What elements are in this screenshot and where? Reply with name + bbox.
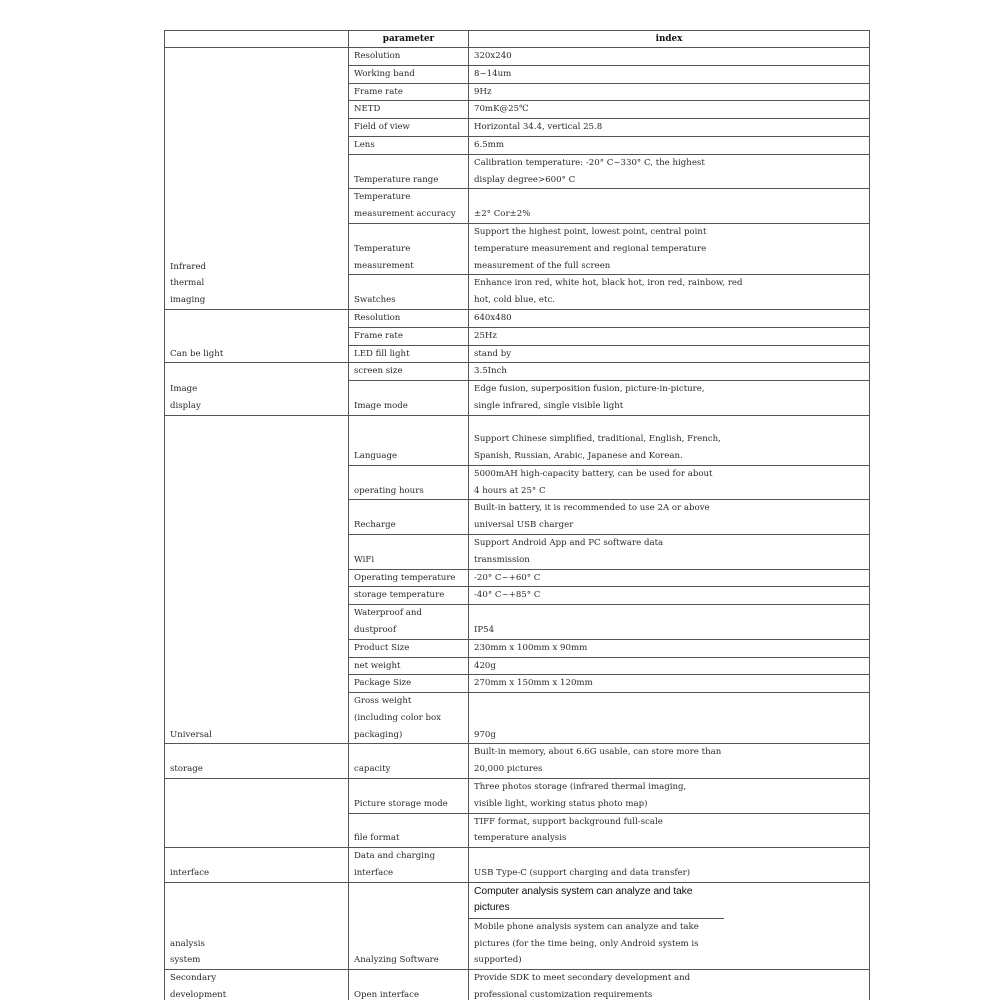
- value-cell: IP54: [469, 605, 870, 640]
- analysis-mobile-text: Mobile phone analysis system can analyze and take pictures (for the time being, only Android system is supported): [474, 921, 699, 966]
- header-parameter: parameter: [349, 31, 469, 48]
- value-cell: 70mK@25℃: [469, 101, 870, 119]
- value-cell: 640x480: [469, 309, 870, 327]
- value-cell: 270mm x 150mm x 120mm: [469, 675, 870, 693]
- value-cell: Three photos storage (infrared thermal imaging, visible light, working status photo map): [469, 779, 870, 814]
- param-cell: storage temperature: [349, 587, 469, 605]
- param-cell: Analyzing Software: [349, 882, 469, 969]
- param-cell: Resolution: [349, 309, 469, 327]
- param-cell: NETD: [349, 101, 469, 119]
- param-cell: Lens: [349, 136, 469, 154]
- param-cell: Language: [349, 415, 469, 465]
- value-cell: stand by: [469, 345, 870, 363]
- param-cell: capacity: [349, 744, 469, 779]
- param-cell: Temperature range: [349, 154, 469, 189]
- table-row: [165, 970, 870, 1000]
- value-cell: 6.5mm: [469, 136, 870, 154]
- table-row: [165, 415, 870, 465]
- group-secondary-development: Secondary development: [165, 970, 349, 1000]
- value-cell: Enhance iron red, white hot, black hot, iron red, rainbow, red hot, cold blue, etc.: [469, 275, 870, 310]
- table-row: [165, 363, 870, 381]
- specification-table: [164, 30, 870, 1000]
- value-cell: 9Hz: [469, 83, 870, 101]
- value-cell: 5000mAH high-capacity battery, can be used for about 4 hours at 25° C: [469, 465, 870, 500]
- group-can-be-light: Can be light: [165, 309, 349, 362]
- table-row: [165, 882, 870, 969]
- param-cell: Frame rate: [349, 83, 469, 101]
- param-cell: Temperature measurement: [349, 223, 469, 274]
- value-cell: Support Android App and PC software data transmission: [469, 534, 870, 569]
- value-cell: USB Type-C (support charging and data transfer): [469, 848, 870, 883]
- param-cell: Swatches: [349, 275, 469, 310]
- param-cell: Picture storage mode: [349, 779, 469, 814]
- param-cell: Recharge: [349, 500, 469, 535]
- table-row: [165, 779, 870, 814]
- value-cell: 3.5Inch: [469, 363, 870, 381]
- param-cell: Waterproof and dustproof: [349, 605, 469, 640]
- param-cell: Operating temperature: [349, 569, 469, 587]
- analysis-pc-text: Computer analysis system can analyze and take pictures: [469, 883, 724, 919]
- header-blank: [165, 31, 349, 48]
- group-universal: Universal: [165, 415, 349, 744]
- group-storage-continued: [165, 779, 349, 848]
- value-cell: Built-in memory, about 6.6G usable, can store more than 20,000 pictures: [469, 744, 870, 779]
- value-cell: [469, 882, 870, 969]
- header-index: index: [469, 31, 870, 48]
- value-cell: 230mm x 100mm x 90mm: [469, 639, 870, 657]
- value-cell: Horizontal 34.4, vertical 25.8: [469, 119, 870, 137]
- param-cell: LED fill light: [349, 345, 469, 363]
- group-interface: interface: [165, 848, 349, 883]
- value-cell: 25Hz: [469, 327, 870, 345]
- value-cell: 320x240: [469, 48, 870, 66]
- param-cell: WiFi: [349, 534, 469, 569]
- value-cell: Support the highest point, lowest point, central point temperature measurement and regional temperature measurement of the full screen: [469, 223, 870, 274]
- value-cell: 420g: [469, 657, 870, 675]
- table-row: [165, 48, 870, 66]
- group-analysis-system: analysis system: [165, 882, 349, 969]
- param-cell: operating hours: [349, 465, 469, 500]
- value-cell: Edge fusion, superposition fusion, picture-in-picture, single infrared, single visible light: [469, 381, 870, 416]
- value-cell: 8~14um: [469, 65, 870, 83]
- param-cell: net weight: [349, 657, 469, 675]
- param-cell: Frame rate: [349, 327, 469, 345]
- param-cell: Gross weight (including color box packaging): [349, 693, 469, 744]
- param-cell: Temperature measurement accuracy: [349, 189, 469, 224]
- param-cell: Package Size: [349, 675, 469, 693]
- param-cell: Working band: [349, 65, 469, 83]
- param-cell: Data and charging interface: [349, 848, 469, 883]
- table-row: [165, 848, 870, 883]
- param-cell: Image mode: [349, 381, 469, 416]
- value-cell: Support Chinese simplified, traditional, English, French, Spanish, Russian, Arabic, Japanese and Korean.: [469, 415, 870, 465]
- param-cell: Resolution: [349, 48, 469, 66]
- value-cell: 970g: [469, 693, 870, 744]
- value-cell: -20° C~+60° C: [469, 569, 870, 587]
- group-storage: storage: [165, 744, 349, 779]
- param-cell: Open interface: [349, 970, 469, 1000]
- param-cell: file format: [349, 813, 469, 848]
- value-cell: -40° C~+85° C: [469, 587, 870, 605]
- value-cell: ±2° Cor±2%: [469, 189, 870, 224]
- param-cell: Product Size: [349, 639, 469, 657]
- group-infrared-thermal-imaging: Infrared thermal imaging: [165, 48, 349, 310]
- param-cell: screen size: [349, 363, 469, 381]
- table-row: [165, 309, 870, 327]
- value-cell: TIFF format, support background full-scale temperature analysis: [469, 813, 870, 848]
- value-cell: Calibration temperature: -20° C~330° C, the highest display degree>600° C: [469, 154, 870, 189]
- table-header-row: [165, 31, 870, 48]
- value-cell: Built-in battery, it is recommended to use 2A or above universal USB charger: [469, 500, 870, 535]
- value-cell: Provide SDK to meet secondary development and professional customization requirements: [469, 970, 870, 1000]
- group-image-display: Image display: [165, 363, 349, 415]
- param-cell: Field of view: [349, 119, 469, 137]
- table-row: [165, 744, 870, 779]
